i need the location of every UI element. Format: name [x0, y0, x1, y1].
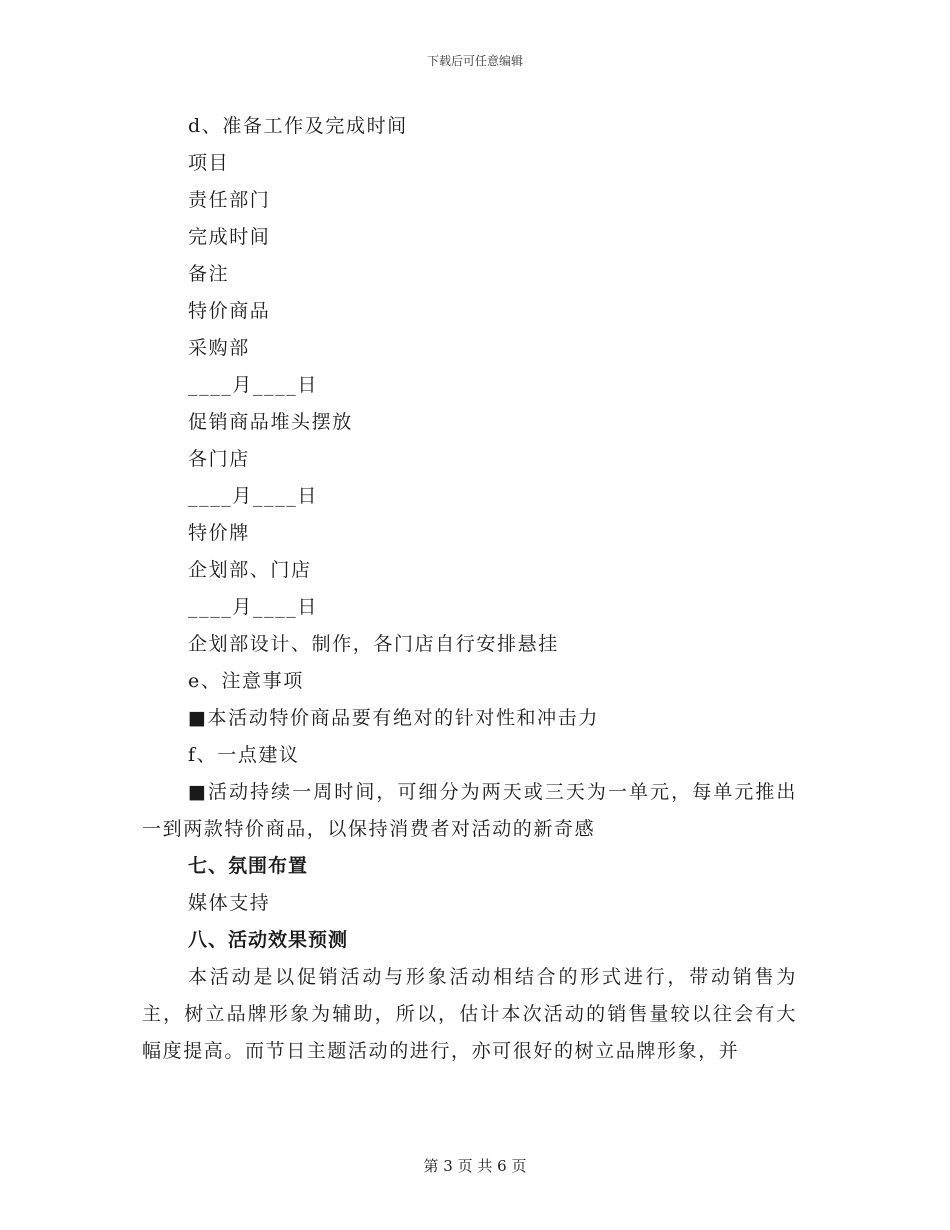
paragraph: 媒体支持 — [188, 892, 271, 914]
section-heading: 八、活动效果预测 — [188, 929, 349, 951]
paragraph: 完成时间 — [188, 226, 271, 248]
paragraph: ____月____日 — [188, 596, 319, 618]
paragraph: 各门店 — [188, 448, 250, 470]
paragraph: 备注 — [188, 263, 230, 285]
page-header: 下载后可任意编辑 — [426, 54, 523, 68]
paragraph: d、准备工作及完成时间 — [188, 115, 408, 137]
paragraph: e、注意事项 — [188, 670, 304, 692]
paragraph: 本活动是以促销活动与形象活动相结合的形式进行，带动销售为主，树立品牌形象为辅助，所以，估计本次活动的销售量较以往会有大幅度提高。而节日主题活动的进行，亦可很好的树立品牌形象，并 — [142, 966, 797, 1062]
paragraph: 采购部 — [188, 337, 250, 359]
page-footer: 第 3 页 共 6 页 — [423, 1157, 527, 1175]
paragraph: ■活动持续一周时间，可细分为两天或三天为一单元，每单元推出一到两款特价商品，以保持消费者对活动的新奇感 — [142, 781, 797, 840]
paragraph: 责任部门 — [188, 189, 271, 211]
paragraph: 企划部、门店 — [188, 559, 312, 581]
paragraph: ____月____日 — [188, 374, 319, 396]
paragraph: 特价商品 — [188, 300, 271, 322]
paragraph: 特价牌 — [188, 522, 250, 544]
document-body — [142, 108, 797, 1070]
paragraph: 企划部设计、制作，各门店自行安排悬挂 — [188, 633, 559, 655]
paragraph: 项目 — [188, 152, 230, 174]
paragraph: f、一点建议 — [188, 744, 300, 766]
paragraph: ____月____日 — [188, 485, 319, 507]
paragraph: 促销商品堆头摆放 — [188, 411, 353, 433]
section-heading: 七、氛围布置 — [188, 855, 309, 877]
paragraph: ■本活动特价商品要有绝对的针对性和冲击力 — [188, 707, 599, 729]
